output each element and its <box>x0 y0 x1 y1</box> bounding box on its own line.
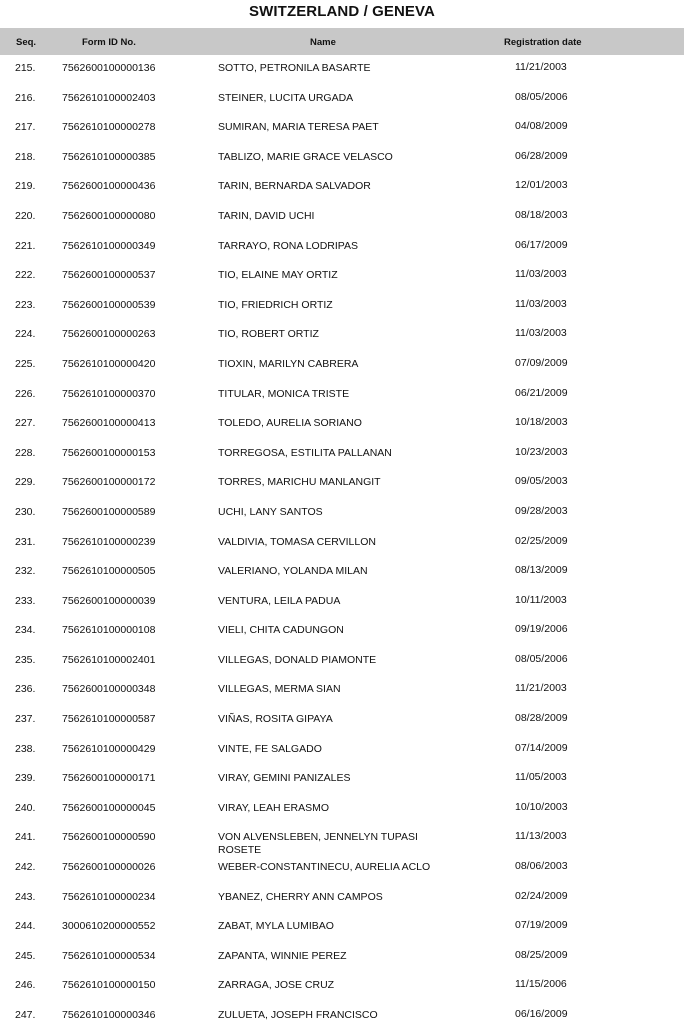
table-row <box>0 469 684 499</box>
form-id-cell: 7562600100000153 <box>62 446 156 459</box>
form-id-cell: 7562600100000039 <box>62 594 156 607</box>
name-cell: VON ALVENSLEBEN, JENNELYN TUPASI ROSETE <box>218 831 418 857</box>
table-row <box>0 647 684 677</box>
form-id-cell: 7562610100000429 <box>62 742 156 755</box>
name-cell: ZULUETA, JOSEPH FRANCISCO <box>218 1009 378 1021</box>
form-id-cell: 7562610100000150 <box>62 979 156 992</box>
seq-cell: 238. <box>15 742 36 755</box>
table-row <box>0 440 684 470</box>
seq-cell: 234. <box>15 624 36 637</box>
table-row <box>0 736 684 766</box>
column-header-registration-date: Registration date <box>504 37 582 48</box>
form-id-cell: 7562600100000348 <box>62 683 156 696</box>
table-row <box>0 824 684 857</box>
seq-cell: 231. <box>15 535 36 548</box>
form-id-cell: 7562600100000539 <box>62 298 156 311</box>
form-id-cell: 7562610100002401 <box>62 653 156 666</box>
registration-date-cell: 08/05/2006 <box>515 652 568 665</box>
registration-date-cell: 10/23/2003 <box>515 445 568 458</box>
form-id-cell: 7562610100000385 <box>62 150 156 163</box>
seq-cell: 230. <box>15 505 36 518</box>
registration-date-cell: 10/11/2003 <box>515 593 567 606</box>
seq-cell: 223. <box>15 298 36 311</box>
table-row <box>0 795 684 825</box>
form-id-cell: 7562600100000026 <box>62 861 156 874</box>
table-row <box>0 972 684 1002</box>
name-cell: VENTURA, LEILA PADUA <box>218 594 341 607</box>
table-row <box>0 144 684 174</box>
seq-cell: 242. <box>15 861 36 874</box>
name-cell: TARIN, BERNARDA SALVADOR <box>218 180 371 193</box>
form-id-cell: 7562610100000239 <box>62 535 156 548</box>
registration-date-cell: 11/21/2003 <box>515 61 567 73</box>
registration-date-cell: 11/03/2003 <box>515 268 567 281</box>
form-id-cell: 7562600100000589 <box>62 505 156 518</box>
form-id-cell: 7562610100000349 <box>62 239 156 252</box>
table-row <box>0 55 684 85</box>
seq-cell: 244. <box>15 920 36 933</box>
registration-date-cell: 06/28/2009 <box>515 149 568 162</box>
seq-cell: 247. <box>15 1009 36 1021</box>
seq-cell: 227. <box>15 417 36 430</box>
registration-date-cell: 11/03/2003 <box>515 327 567 340</box>
table-row <box>0 499 684 529</box>
name-cell: YBANEZ, CHERRY ANN CAMPOS <box>218 890 383 903</box>
table-row <box>0 617 684 647</box>
column-header-form-id: Form ID No. <box>82 37 136 48</box>
table-row <box>0 706 684 736</box>
form-id-cell: 7562610100000420 <box>62 357 156 370</box>
registration-date-cell: 07/19/2009 <box>515 919 568 932</box>
name-cell: VIELI, CHITA CADUNGON <box>218 624 344 637</box>
seq-cell: 236. <box>15 683 36 696</box>
name-cell: VILLEGAS, DONALD PIAMONTE <box>218 653 377 666</box>
seq-cell: 215. <box>15 62 36 74</box>
name-cell: ZAPANTA, WINNIE PEREZ <box>218 949 347 962</box>
form-id-cell: 7562600100000537 <box>62 269 156 282</box>
seq-cell: 224. <box>15 328 36 341</box>
registration-date-cell: 09/28/2003 <box>515 504 568 517</box>
name-cell: VIÑAS, ROSITA GIPAYA <box>218 713 333 726</box>
form-id-cell: 7562600100000590 <box>62 831 156 844</box>
registration-date-cell: 11/03/2003 <box>515 297 567 310</box>
seq-cell: 237. <box>15 713 36 726</box>
registration-date-cell: 07/09/2009 <box>515 356 568 369</box>
table-row <box>0 114 684 144</box>
form-id-cell: 7562600100000436 <box>62 180 156 193</box>
form-id-cell: 7562600100000045 <box>62 801 156 814</box>
seq-cell: 218. <box>15 150 36 163</box>
form-id-cell: 7562600100000080 <box>62 209 156 222</box>
table-row <box>0 410 684 440</box>
seq-cell: 217. <box>15 121 36 134</box>
registration-date-cell: 11/05/2003 <box>515 771 567 784</box>
registration-date-cell: 08/25/2009 <box>515 948 568 961</box>
name-cell: VIRAY, GEMINI PANIZALES <box>218 772 351 785</box>
table-row <box>0 854 684 884</box>
name-cell: TIO, FRIEDRICH ORTIZ <box>218 298 333 311</box>
seq-cell: 216. <box>15 91 36 104</box>
form-id-cell: 7562610100000346 <box>62 1009 156 1021</box>
form-id-cell: 3000610200000552 <box>62 920 156 933</box>
form-id-cell: 7562600100000172 <box>62 476 156 489</box>
seq-cell: 220. <box>15 209 36 222</box>
form-id-cell: 7562610100000278 <box>62 121 156 134</box>
seq-cell: 229. <box>15 476 36 489</box>
name-cell: TITULAR, MONICA TRISTE <box>218 387 350 400</box>
registration-date-cell: 06/17/2009 <box>515 238 568 251</box>
table-row <box>0 351 684 381</box>
name-cell: VINTE, FE SALGADO <box>218 742 322 755</box>
registration-date-cell: 09/19/2006 <box>515 623 568 636</box>
table-row <box>0 913 684 943</box>
seq-cell: 221. <box>15 239 36 252</box>
table-row <box>0 321 684 351</box>
form-id-cell: 7562610100000505 <box>62 565 156 578</box>
table-row <box>0 173 684 203</box>
seq-cell: 219. <box>15 180 36 193</box>
registration-date-cell: 11/13/2003 <box>515 830 567 843</box>
registration-date-cell: 06/21/2009 <box>515 386 568 399</box>
seq-cell: 226. <box>15 387 36 400</box>
name-cell: VALDIVIA, TOMASA CERVILLON <box>218 535 376 548</box>
column-header-seq: Seq. <box>16 37 37 48</box>
form-id-cell: 7562600100000413 <box>62 417 156 430</box>
registration-date-cell: 08/05/2006 <box>515 90 568 103</box>
registration-date-cell: 08/13/2009 <box>515 564 568 577</box>
registration-date-cell: 02/25/2009 <box>515 534 568 547</box>
registration-date-cell: 11/15/2006 <box>515 978 567 991</box>
seq-cell: 245. <box>15 949 36 962</box>
registration-date-cell: 08/18/2003 <box>515 208 568 221</box>
name-cell: TIOXIN, MARILYN CABRERA <box>218 357 359 370</box>
name-cell: TORREGOSA, ESTILITA PALLANAN <box>218 446 392 459</box>
seq-cell: 232. <box>15 565 36 578</box>
table-row <box>0 381 684 411</box>
registration-date-cell: 07/14/2009 <box>515 741 568 754</box>
seq-cell: 233. <box>15 594 36 607</box>
registration-date-cell: 04/08/2009 <box>515 120 568 133</box>
registration-date-cell: 12/01/2003 <box>515 179 568 192</box>
registration-date-cell: 02/24/2009 <box>515 889 568 902</box>
table-row <box>0 262 684 292</box>
table-row <box>0 1002 684 1032</box>
table-row <box>0 884 684 914</box>
seq-cell: 239. <box>15 772 36 785</box>
table-row <box>0 558 684 588</box>
registration-date-cell: 08/28/2009 <box>515 712 568 725</box>
name-cell: TORRES, MARICHU MANLANGIT <box>218 476 381 489</box>
table-row <box>0 676 684 706</box>
form-id-cell: 7562610100000587 <box>62 713 156 726</box>
name-cell: VALERIANO, YOLANDA MILAN <box>218 565 368 578</box>
seq-cell: 222. <box>15 269 36 282</box>
name-cell: STEINER, LUCITA URGADA <box>218 91 354 104</box>
form-id-cell: 7562610100000534 <box>62 949 156 962</box>
table-row <box>0 203 684 233</box>
page-title: SWITZERLAND / GENEVA <box>249 3 435 20</box>
name-cell: SOTTO, PETRONILA BASARTE <box>218 62 371 74</box>
table-row <box>0 85 684 115</box>
form-id-cell: 7562600100000263 <box>62 328 156 341</box>
table-row <box>0 943 684 973</box>
column-header-name: Name <box>310 37 336 48</box>
name-cell: TARRAYO, RONA LODRIPAS <box>218 239 359 252</box>
table-header <box>0 28 684 55</box>
seq-cell: 225. <box>15 357 36 370</box>
seq-cell: 235. <box>15 653 36 666</box>
name-cell: WEBER-CONSTANTINECU, AURELIA ACLO <box>218 861 431 874</box>
name-cell: TIO, ROBERT ORTIZ <box>218 328 319 341</box>
seq-cell: 228. <box>15 446 36 459</box>
table-body <box>0 55 684 1032</box>
registration-date-cell: 11/21/2003 <box>515 682 567 695</box>
registration-date-cell: 09/05/2003 <box>515 475 568 488</box>
registration-date-cell: 08/06/2003 <box>515 860 568 873</box>
form-id-cell: 7562610100000234 <box>62 890 156 903</box>
table-row <box>0 529 684 559</box>
name-cell: VILLEGAS, MERMA SIAN <box>218 683 341 696</box>
form-id-cell: 7562600100000171 <box>62 772 156 785</box>
table-row <box>0 233 684 263</box>
seq-cell: 241. <box>15 831 36 844</box>
name-cell: UCHI, LANY SANTOS <box>218 505 323 518</box>
name-cell: SUMIRAN, MARIA TERESA PAET <box>218 121 379 134</box>
seq-cell: 243. <box>15 890 36 903</box>
name-cell: ZARRAGA, JOSE CRUZ <box>218 979 335 992</box>
name-cell: VIRAY, LEAH ERASMO <box>218 801 330 814</box>
form-id-cell: 7562610100000108 <box>62 624 156 637</box>
table-row <box>0 765 684 795</box>
name-cell: TARIN, DAVID UCHI <box>218 209 315 222</box>
form-id-cell: 7562600100000136 <box>62 62 156 74</box>
name-cell: ZABAT, MYLA LUMIBAO <box>218 920 334 933</box>
seq-cell: 240. <box>15 801 36 814</box>
registration-date-cell: 10/10/2003 <box>515 800 568 813</box>
name-cell: TOLEDO, AURELIA SORIANO <box>218 417 362 430</box>
registration-date-cell: 10/18/2003 <box>515 416 568 429</box>
name-cell: TABLIZO, MARIE GRACE VELASCO <box>218 150 393 163</box>
table-row <box>0 292 684 322</box>
form-id-cell: 7562610100002403 <box>62 91 156 104</box>
seq-cell: 246. <box>15 979 36 992</box>
registration-date-cell: 06/16/2009 <box>515 1008 568 1020</box>
form-id-cell: 7562610100000370 <box>62 387 156 400</box>
table-row <box>0 588 684 618</box>
name-cell: TIO, ELAINE MAY ORTIZ <box>218 269 338 282</box>
